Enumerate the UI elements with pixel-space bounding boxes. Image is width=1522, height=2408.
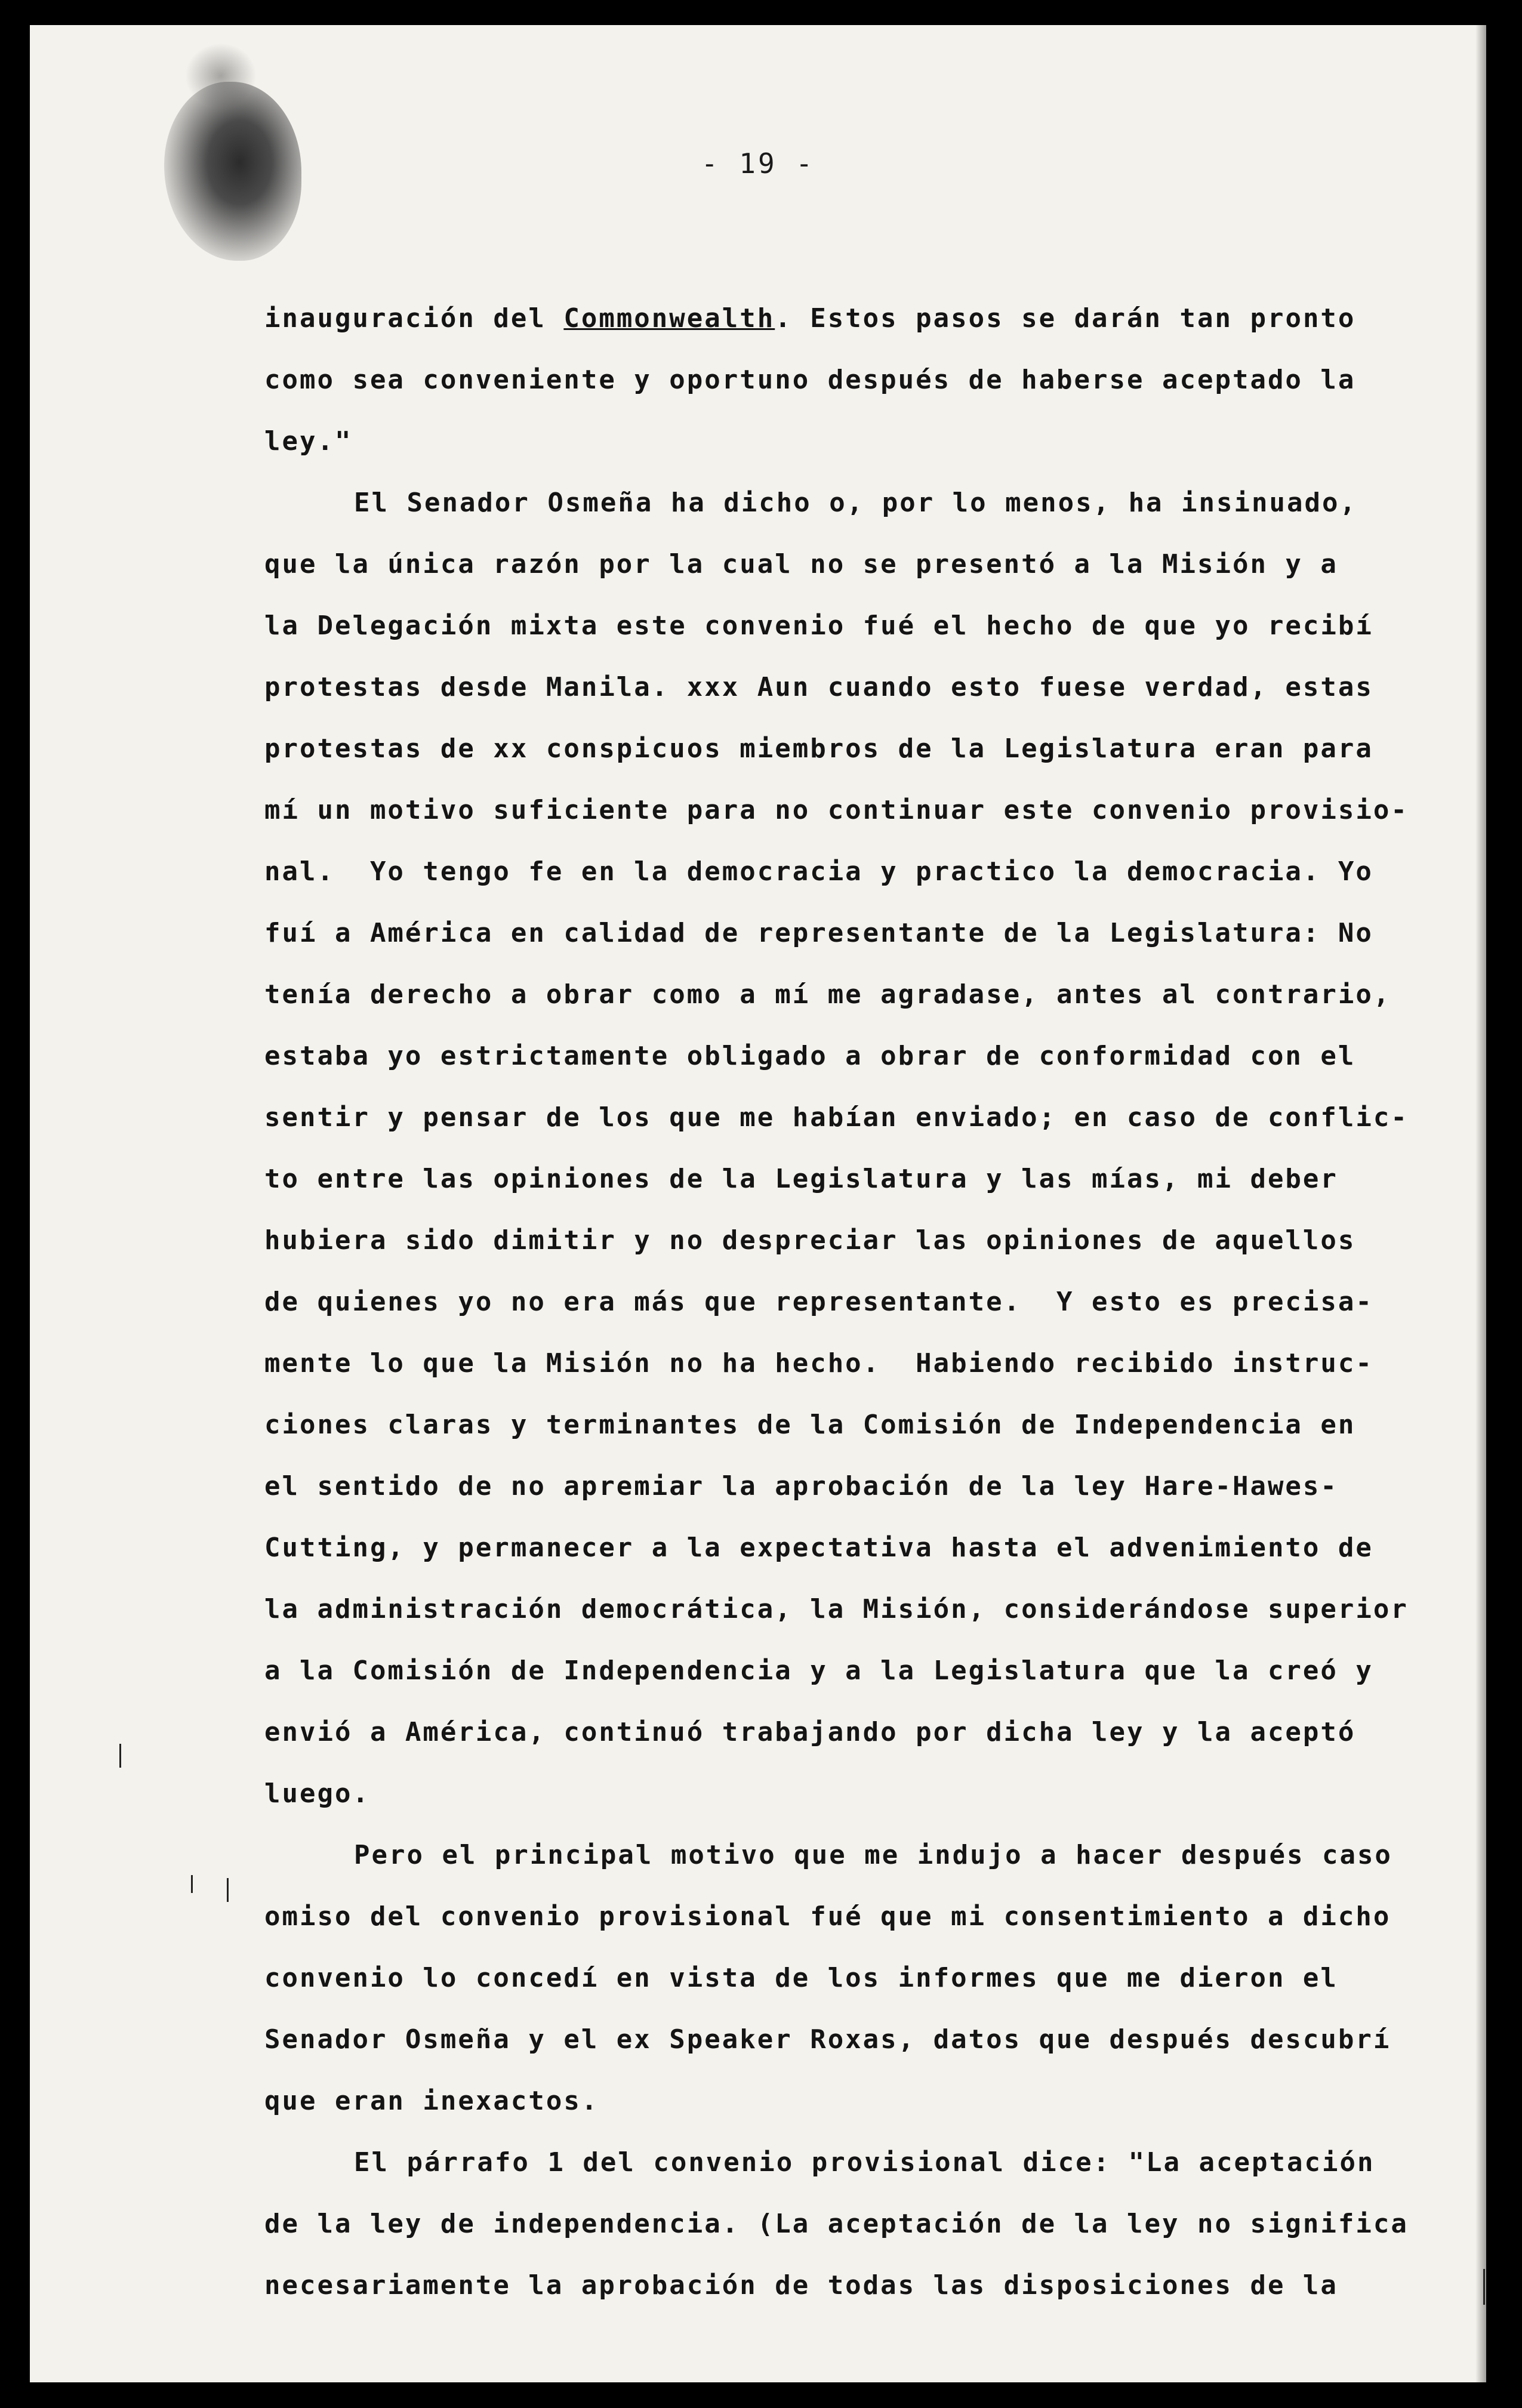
text-line: necesariamente la aprobación de todas las disposiciones de la [264, 2270, 1338, 2301]
text-line: que eran inexactos. [264, 2086, 599, 2116]
text-line: protestas desde Manila. xxx Aun cuando esto fuese verdad, estas [264, 672, 1373, 702]
document-page [30, 25, 1486, 2382]
margin-pencil-mark [119, 1744, 121, 1768]
text-line: luego. [264, 1778, 370, 1809]
text-line: omiso del convenio provisional fué que mi consentimiento a dicho [264, 1901, 1391, 1932]
paragraph-start-line: Pero el principal motivo que me indujo a hacer después caso [354, 1840, 1392, 1870]
text-line: fuí a América en calidad de representante de la Legislatura: No [264, 918, 1373, 948]
text-line: sentir y pensar de los que me habían enviado; en caso de conflic- [264, 1102, 1409, 1133]
text-line: tenía derecho a obrar como a mí me agradase, antes al contrario, [264, 979, 1391, 1010]
text-line: el sentido de no apremiar la aprobación de la ley Hare-Hawes- [264, 1471, 1338, 1501]
text-line: como sea conveniente y oportuno después de haberse aceptado la [264, 365, 1356, 395]
text-line: que la única razón por la cual no se presentó a la Misión y a [264, 549, 1338, 579]
text-line: de quienes yo no era más que representante. Y esto es precisa- [264, 1287, 1373, 1317]
margin-pencil-mark [227, 1878, 229, 1902]
text-line: estaba yo estrictamente obligado a obrar de conformidad con el [264, 1041, 1356, 1071]
typed-text-body [264, 288, 1470, 2316]
text-segment: inauguración del [264, 303, 564, 334]
text-segment: . Estos pasos se darán tan pronto [775, 303, 1356, 334]
text-line: Senador Osmeña y el ex Speaker Roxas, datos que después descubrí [264, 2024, 1391, 2055]
text-line: to entre las opiniones de la Legislatura y las mías, mi deber [264, 1164, 1338, 1194]
text-line: Cutting, y permanecer a la expectativa hasta el advenimiento de [264, 1533, 1373, 1563]
text-line: convenio lo concedí en vista de los informes que me dieron el [264, 1963, 1338, 1993]
text-line: de la ley de independencia. (La aceptación de la ley no significa [264, 2209, 1409, 2239]
text-line: hubiera sido dimitir y no despreciar las opiniones de aquellos [264, 1225, 1356, 1256]
paragraph-start-line: El Senador Osmeña ha dicho o, por lo menos, ha insinuado, [354, 488, 1357, 518]
text-line: protestas de xx conspicuos miembros de la Legislatura eran para [264, 733, 1373, 764]
text-line: la Delegación mixta este convenio fué el hecho de que yo recibí [264, 611, 1373, 641]
text-line: mente lo que la Misión no ha hecho. Habiendo recibido instruc- [264, 1348, 1373, 1379]
text-line: ley." [264, 426, 353, 457]
text-line: a la Comisión de Independencia y a la Legislatura que la creó y [264, 1655, 1373, 1686]
underlined-term: Commonwealth [563, 303, 775, 334]
margin-pencil-mark [1483, 2269, 1485, 2305]
text-line: ciones claras y terminantes de la Comisión de Independencia en [264, 1410, 1356, 1440]
page-number: - 19 - [701, 147, 815, 180]
text-line: nal. Yo tengo fe en la democracia y practico la democracia. Yo [264, 856, 1373, 887]
text-line: envió a América, continuó trabajando por dicha ley y la aceptó [264, 1717, 1356, 1747]
paragraph-start-line: El párrafo 1 del convenio provisional dice: "La aceptación [354, 2147, 1375, 2178]
text-line: mí un motivo suficiente para no continuar este convenio provisio- [264, 795, 1409, 825]
text-line: la administración democrática, la Misión, considerándose superior [264, 1594, 1409, 1624]
page-edge-shadow [1475, 25, 1486, 2382]
margin-pencil-mark [191, 1875, 193, 1893]
text-line [264, 288, 1470, 349]
